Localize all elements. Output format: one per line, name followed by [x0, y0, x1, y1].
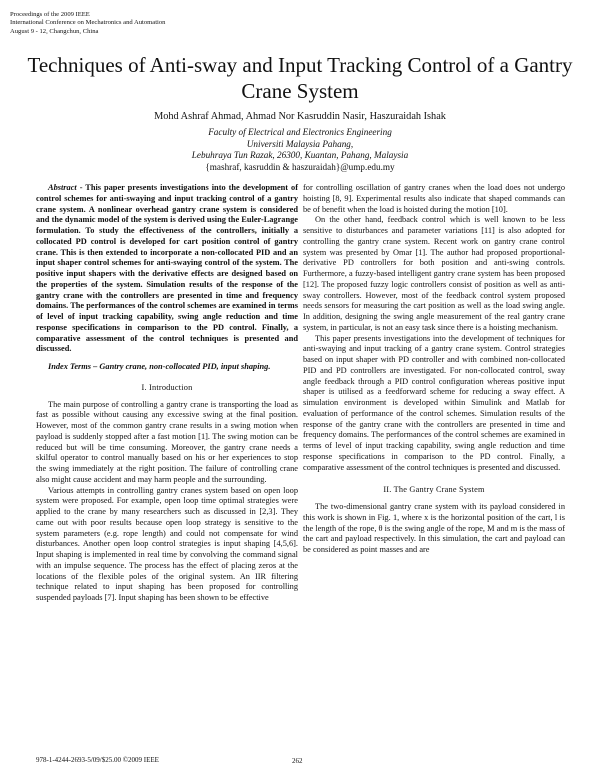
paragraph: The main purpose of controlling a gantry crane is transporting the load as fast as possible without causing any excessive swing at the final position. However, most of the common gantry crane results in a swing motion when payload is suddenly stopped after a fast motion [1]. The swing motion can be reduced but will be time consuming. Moreover, the gantry crane needs a skilful operator to control manually based on his or her experiences to stop the swing immediately at the right position. The failure of controlling crane also might cause accident and may harm people and the surrounding.: [36, 399, 298, 484]
right-column: [303, 183, 565, 556]
abstract-text: - This paper presents investigations into the development of control schemes for anti-swaying and input tracking control of a gantry crane system. A nonlinear overhead gantry crane system is considered and the dynamic model of the system is derived using the Euler-Lagrange formulation. To study the effectiveness of the controllers, initially a collocated PD control is developed for cart position control of gantry crane. This is then extended to incorporate a non-collocated PID and an input shaper control schemes for anti-swaying control of the system. The positive input shapers with the derivative effects are designed based on the properties of the system. Simulation results of the response of the gantry crane with the controllers are presented in time and frequency domains. The performances of the control schemes are examined in terms of level of input tracking capability, swing angle reduction and time response specifications in comparison to the PD control. Finally, a comparative assessment of the control techniques is presented and discussed.: [36, 183, 298, 354]
paper-title: Techniques of Anti-sway and Input Tracking Control of a Gantry Crane System: [27, 53, 573, 103]
abstract: [36, 183, 298, 355]
left-column: [36, 183, 298, 604]
affiliation-faculty: Faculty of Electrical and Electronics Engineering: [208, 127, 392, 137]
author-list: Mohd Ashraf Ahmad, Ahmad Nor Kasruddin Nasir, Haszuraidah Ishak: [154, 111, 446, 122]
conference-header: [10, 11, 165, 36]
index-terms: Index Terms – Gantry crane, non-collocated PID, input shaping.: [48, 362, 271, 371]
affiliation: [20, 127, 580, 174]
conference-line-3: August 9 - 12, Changchun, China: [10, 27, 99, 35]
paragraph: Various attempts in controlling gantry cranes system based on open loop system were proposed. For example, open loop time optimal strategies were applied to the crane by many researchers such as discussed in [2,3]. They came out with poor results because open loop strategy is sensitive to the system parameters (e.g. rope length) and could not compensate for wind disturbances. Another open loop control strategies is input shaping [4,5,6]. Input shaping is implemented in real time by convolving the command signal with an impulse sequence. The process has the effect of placing zeros at the locations of the flexible poles of the original system. An IIR filtering technique related to input shaping has been proposed for controlling suspended payloads [7]. Input shaping has been shown to be effective: [36, 485, 298, 602]
paragraph: This paper presents investigations into the development of techniques for anti-swaying and input tracking of a gantry crane system. Control strategies based on input shaper with PD controller and with combined non-collocated PID and PD controllers are investigated. For non-collocated control, sway angle feedback through a PID control configuration whereas positive input shaper is utilised as a feedforward scheme for reducing a sway effect. A simulation environment is developed within Simulink and Matlab for evaluation of performance of the control schemes. Simulation results of the response of the gantry crane with the controllers are presented in time and frequency domains. The performances of the control schemes are examined in terms of level of input tracking capability, swing angle reduction and time response specifications in comparison to the PD control. Finally, a comparative assessment of the control techniques is presented and discussed.: [303, 333, 565, 472]
abstract-label: Abstract: [48, 183, 77, 192]
section-heading-introduction: I. Introduction: [141, 382, 193, 392]
paragraph: for controlling oscillation of gantry cranes when the load does not undergo hoisting [8, 9]. Experimental results also indicate that shaped commands can be of benefit when the load is hoisted during the motion [10].: [303, 183, 565, 214]
footer-isbn: 978-1-4244-2693-5/09/$25.00 ©2009 IEEE: [36, 756, 159, 764]
affiliation-university: Universiti Malaysia Pahang,: [246, 138, 354, 149]
paragraph: The two-dimensional gantry crane system with its payload considered in this work is shown in Fig. 1, where x is the horizontal position of the cart, l is the length of the rope, θ is the swing angle of the rope, M and m is the mass of the cart and payload respectively. In this simulation, the cart and payload can be considered as point masses and are: [303, 502, 565, 554]
section-heading-gantry-crane-system: II. The Gantry Crane System: [383, 485, 485, 495]
affiliation-email: {mashraf, kasruddin & haszuraidah}@ump.edu.my: [205, 162, 395, 173]
page-number: 262: [292, 757, 303, 765]
affiliation-address: Lebuhraya Tun Razak, 26300, Kuantan, Pahang, Malaysia: [191, 150, 409, 161]
conference-line-2: International Conference on Mechatronics and Automation: [10, 19, 166, 27]
conference-line-1: Proceedings of the 2009 IEEE: [10, 11, 90, 18]
paragraph: On the other hand, feedback control which is well known to be less sensitive to disturbances and parameter variations [11] is also adopted for controlling the gantry crane system. Recent work on gantry crane control system was presented by Omar [1]. The author had proposed proportional-derivative PD controllers for both position and anti-swing controls. Furthermore, a fuzzy-based intelligent gantry crane system has been proposed [12]. The proposed fuzzy logic controllers consist of position as well as anti-sway controllers. However, most of the feedback control system proposed needs sensors for measuring the cart position as well as the load swing angle. In addition, designing the swing angle measurement of the real gantry crane system, in particular, is not an easy task since there is a hoisting mechanism.: [303, 215, 565, 332]
